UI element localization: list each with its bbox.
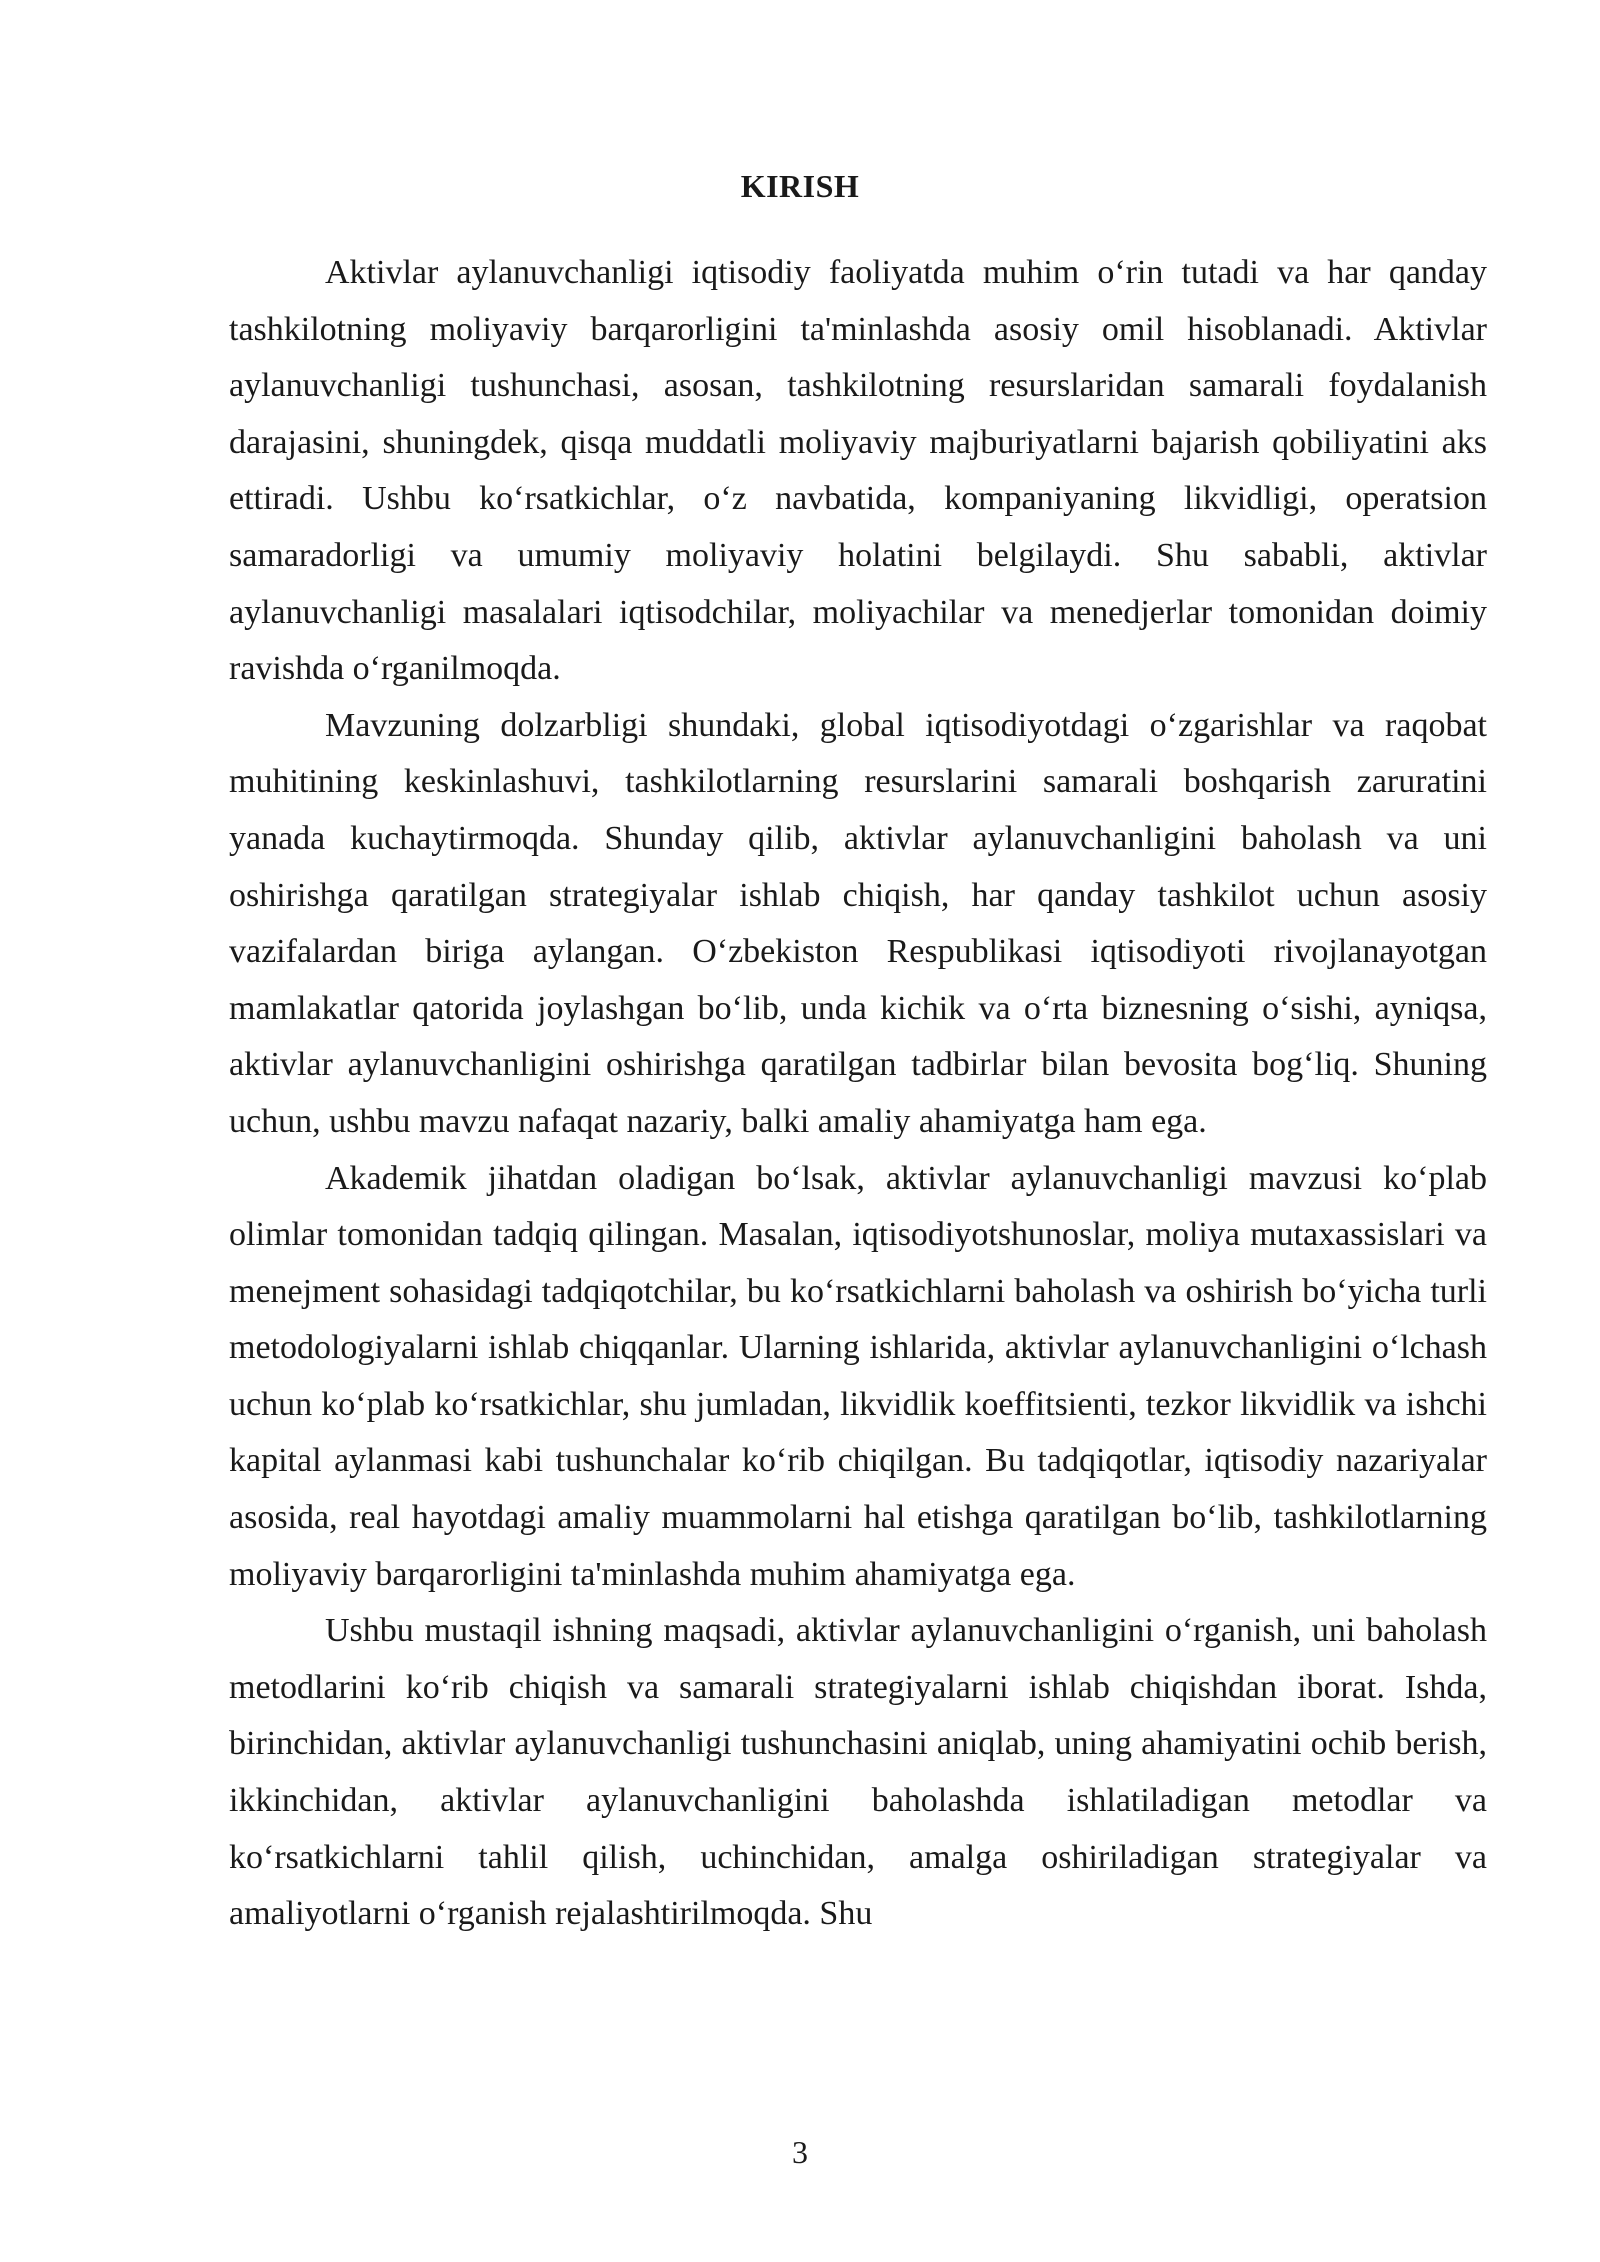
page-title: KIRISH — [740, 168, 860, 204]
paragraph-4: Ushbu mustaqil ishning maqsadi, aktivlar aylanuvchanligini o‘rganish, uni baholash metodlarini ko‘rib chiqish va samarali strategiyalarni ishlab chiqishdan iborat. Ishda, birinchidan, aktivlar aylanuvchanligi tushunchasini aniqlab, uning ahamiyatini ochib berish, ikkinchidan, aktivlar aylanuvchanligini baholashda ishlatiladigan metodlar va ko‘rsatkichlarni tahlil qilish, uchinchidan, amalga oshiriladigan strategiyalar va amaliyotlarni o‘rganish rejalashtirilmoqda. Shu — [229, 1612, 1487, 1933]
document-body — [229, 245, 1487, 1943]
paragraph-3: Akademik jihatdan oladigan bo‘lsak, aktivlar aylanuvchanligi mavzusi ko‘plab olimlar tomonidan tadqiq qilingan. Masalan, iqtisodiyotshunoslar, moliya mutaxassislari va menejment sohasidagi tadqiqotchilar, bu ko‘rsatkichlarni baholash va oshirish bo‘yicha turli metodologiyalarni ishlab chiqqanlar. Ularning ishlarida, aktivlar aylanuvchanligini o‘lchash uchun ko‘plab ko‘rsatkichlar, shu jumladan, likvidlik koeffitsienti, tezkor likvidlik va ishchi kapital aylanmasi kabi tushunchalar ko‘rib chiqilgan. Bu tadqiqotlar, iqtisodiy nazariyalar asosida, real hayotdagi amaliy muammolarni hal etishga qaratilgan bo‘lib, tashkilotlarning moliyaviy barqarorligini ta'minlashda muhim ahamiyatga ega. — [229, 1159, 1487, 1593]
paragraph-2: Mavzuning dolzarbligi shundaki, global iqtisodiyotdagi o‘zgarishlar va raqobat muhitining keskinlashuvi, tashkilotlarning resurslarini samarali boshqarish zaruratini yanada kuchaytirmoqda. Shunday qilib, aktivlar aylanuvchanligini baholash va uni oshirishga qaratilgan strategiyalar ishlab chiqish, har qanday tashkilot uchun asosiy vazifalardan biriga aylangan. O‘zbekiston Respublikasi iqtisodiyoti rivojlanayotgan mamlakatlar qatorida joylashgan bo‘lib, unda kichik va o‘rta biznesning o‘sishi, ayniqsa, aktivlar aylanuvchanligini oshirishga qaratilgan tadbirlar bilan bevosita bog‘liq. Shuning uchun, ushbu mavzu nafaqat nazariy, balki amaliy ahamiyatga ham ega. — [229, 706, 1487, 1140]
paragraph-1: Aktivlar aylanuvchanligi iqtisodiy faoliyatda muhim o‘rin tutadi va har qanday tashkilotning moliyaviy barqarorligini ta'minlashda asosiy omil hisoblanadi. Aktivlar aylanuvchanligi tushunchasi, asosan, tashkilotning resurslaridan samarali foydalanish darajasini, shuningdek, qisqa muddatli moliyaviy majburiyatlarni bajarish qobiliyatini aks ettiradi. Ushbu ko‘rsatkichlar, o‘z navbatida, kompaniyaning likvidligi, operatsion samaradorligi va umumiy moliyaviy holatini belgilaydi. Shu sababli, aktivlar aylanuvchanligi masalalari iqtisodchilar, moliyachilar va menedjerlar tomonidan doimiy ravishda o‘rganilmoqda. — [229, 254, 1487, 688]
page-number: 3 — [792, 2134, 808, 2170]
